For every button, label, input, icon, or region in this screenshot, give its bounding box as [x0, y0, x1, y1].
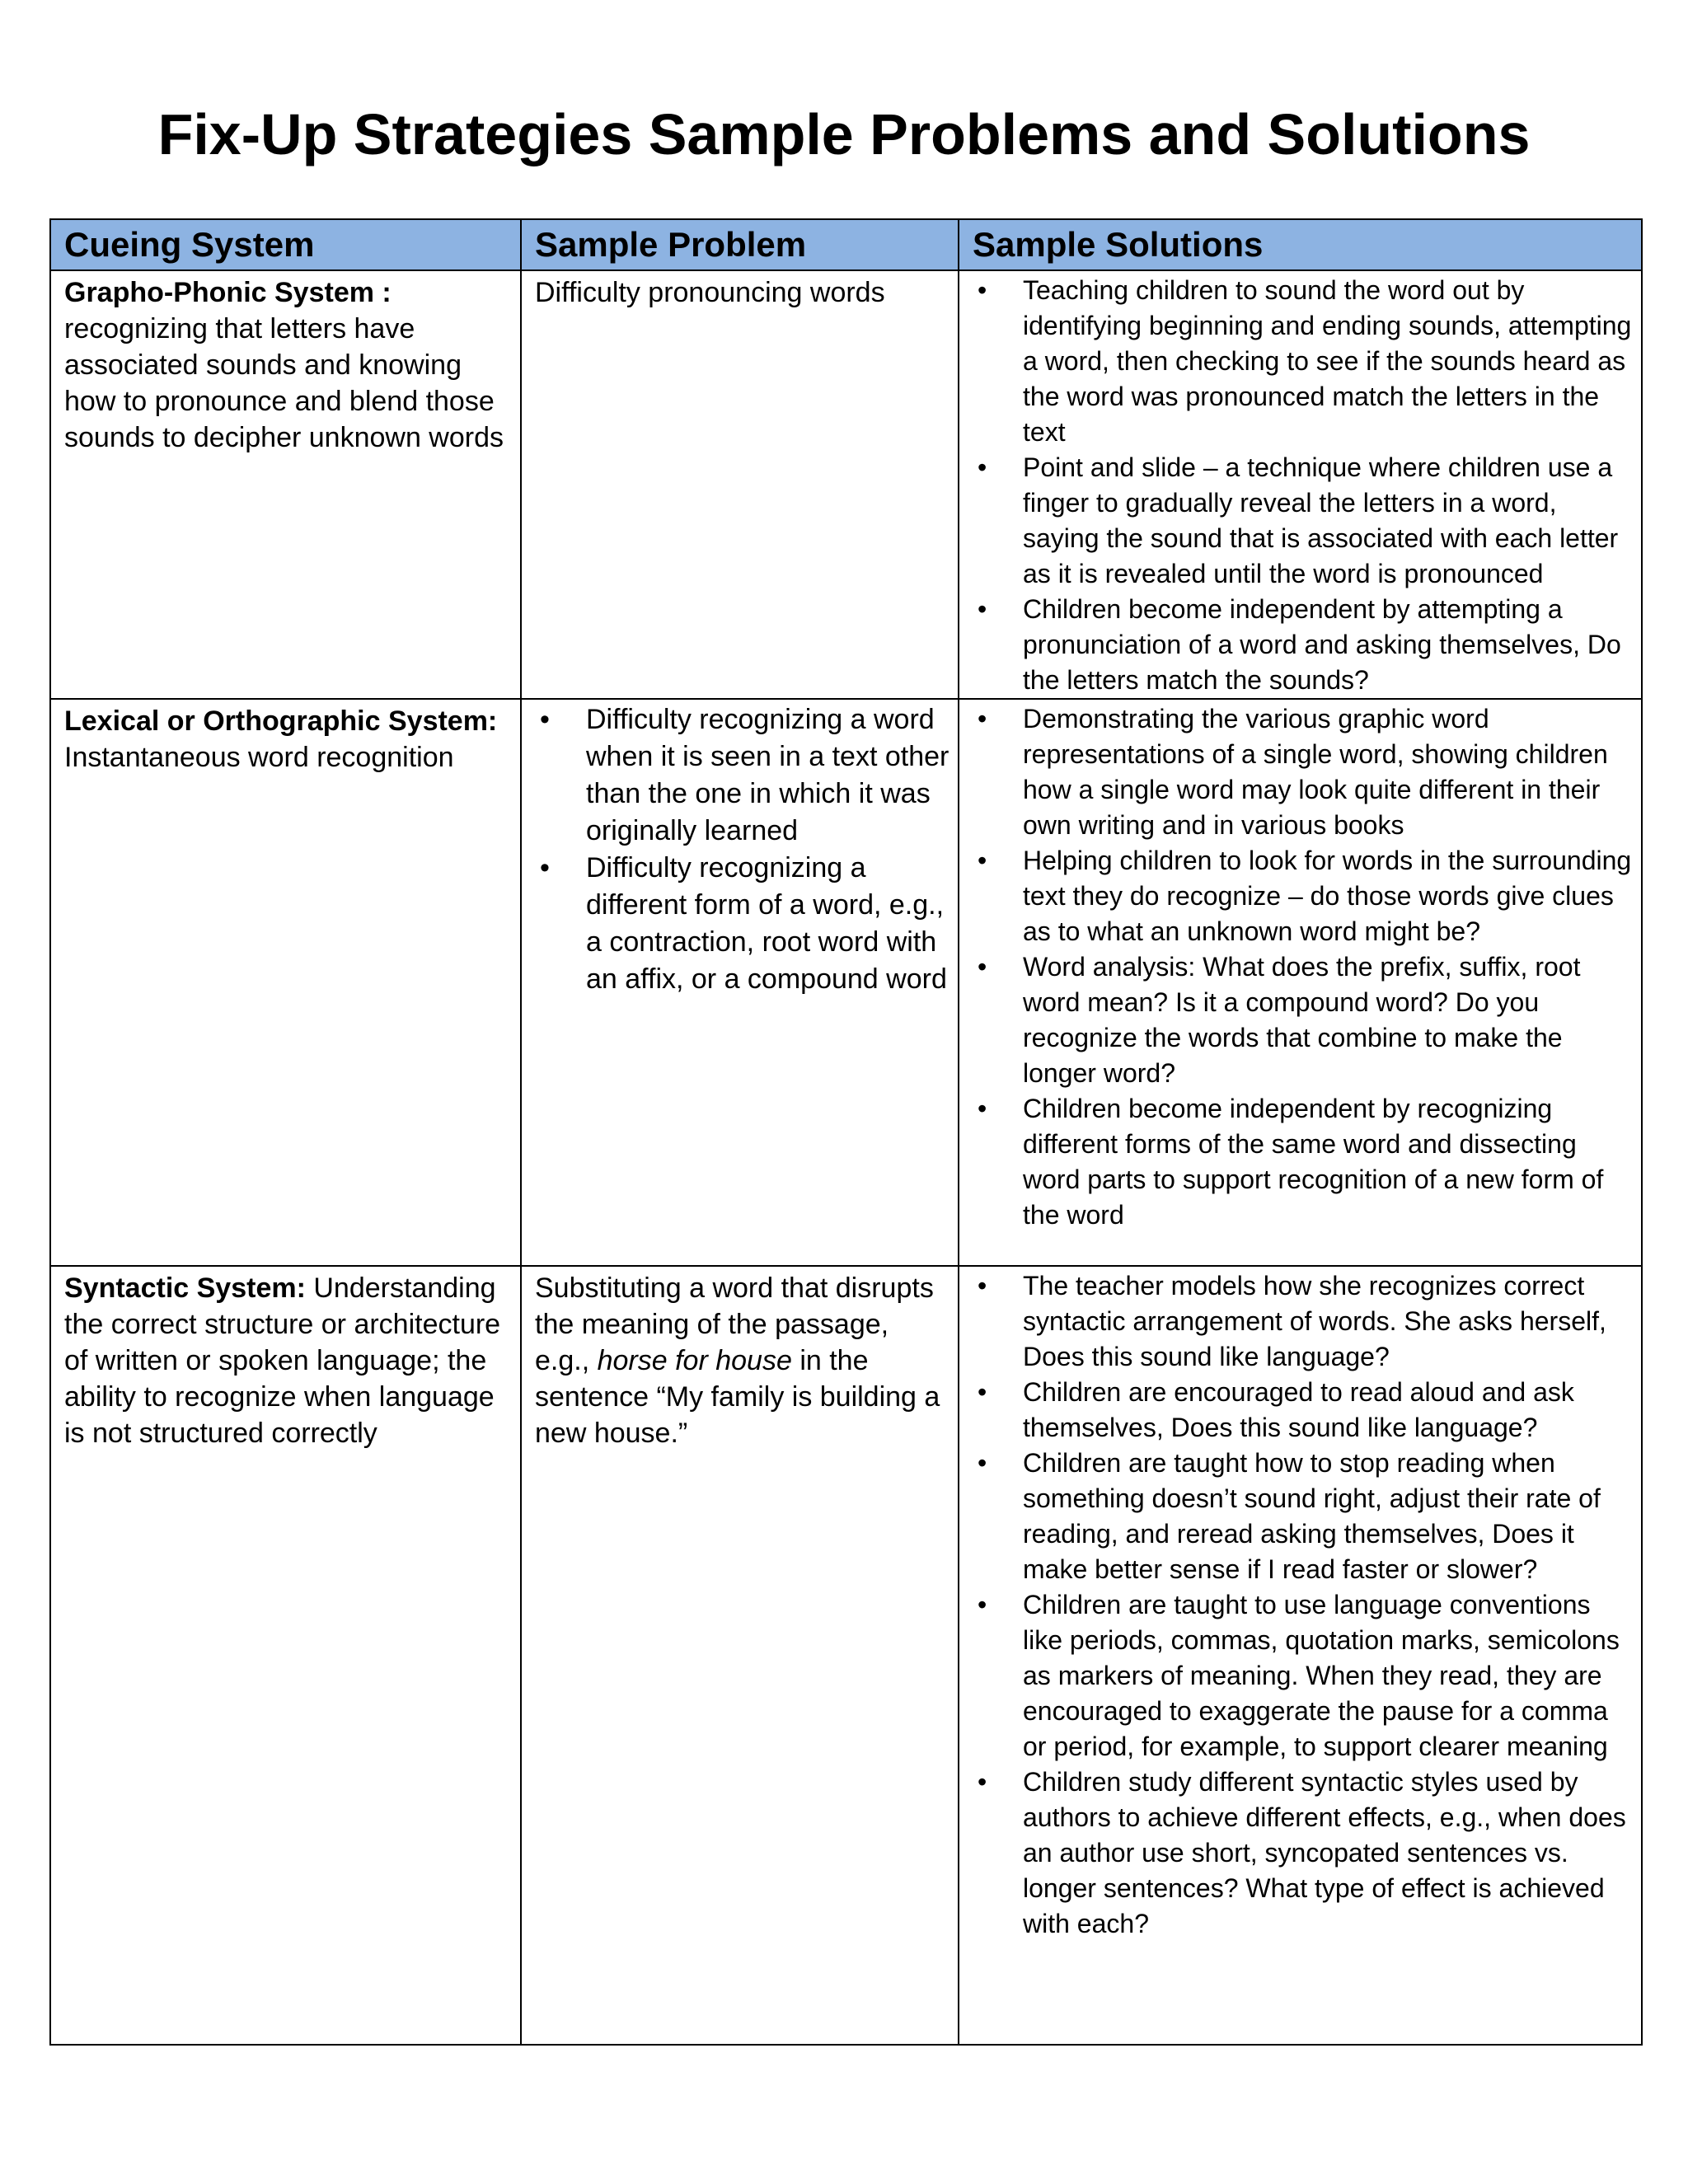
sample-solutions-cell	[959, 270, 1642, 699]
sample-solutions-cell	[959, 1266, 1642, 2045]
example-substitution: horse for house	[597, 1345, 792, 1376]
list-item: • Demonstrating the various graphic word representations of a single word, showing children how a single word may look quite different in their own writing and in various books	[959, 701, 1634, 843]
problem-text: Difficulty pronouncing words	[535, 277, 885, 308]
list-item: • The teacher models how she recognizes correct syntactic arrangement of words. She asks herself, Does this sound like language?	[959, 1268, 1634, 1375]
list-item: • Children are taught to use language conventions like periods, commas, quotation marks, semicolons as markers of meaning. When they read, they are encouraged to exaggerate the pause for a comma or period, for example, to support clearer meaning	[959, 1587, 1634, 1765]
system-description: Understanding the correct structure or architecture of written or spoken language; the ability to recognize when language is not structured correctly	[64, 1272, 501, 1449]
list-item: • Children become independent by attempting a pronunciation of a word and asking themselves, Do the letters match the sounds?	[959, 592, 1634, 698]
sample-problem-cell	[521, 270, 959, 699]
header-sample-solutions: Sample Solutions	[959, 219, 1642, 270]
bullet-icon: •	[978, 1094, 987, 1123]
list-item: • Difficulty recognizing a word when it is seen in a text other than the one in which it was originally learned	[522, 701, 951, 850]
bullet-icon: •	[978, 275, 987, 305]
table-row	[50, 270, 1642, 699]
list-item: • Children are taught how to stop reading when something doesn’t sound right, adjust their rate of reading, and reread asking themselves, Does it make better sense if I read faster or slower?	[959, 1446, 1634, 1587]
table-header-row	[50, 219, 1642, 270]
bullet-icon: •	[540, 704, 550, 735]
table-row	[50, 1266, 1642, 2045]
bullet-icon: •	[978, 1767, 987, 1797]
list-item: • Children are encouraged to read aloud and ask themselves, Does this sound like language?	[959, 1375, 1634, 1446]
page-title: Fix-Up Strategies Sample Problems and Solutions	[157, 102, 1531, 166]
bullet-icon: •	[540, 852, 550, 883]
bullet-icon: •	[978, 1448, 987, 1478]
sample-problem-cell	[521, 699, 959, 1266]
list-item: • Helping children to look for words in the surrounding text they do recognize – do those words give clues as to what an unknown word might be?	[959, 843, 1634, 949]
cueing-system-cell	[50, 699, 521, 1266]
bullet-icon: •	[978, 594, 987, 624]
bullet-icon: •	[978, 452, 987, 482]
system-name: Grapho-Phonic System :	[64, 277, 392, 308]
bullet-icon: •	[978, 704, 987, 733]
strategies-table	[49, 218, 1643, 2046]
list-item: • Point and slide – a technique where children use a finger to gradually reveal the letters in a word, saying the sound that is associated with each letter as it is revealed until the word is pronounced	[959, 450, 1634, 592]
system-name: Lexical or Orthographic System:	[64, 705, 498, 737]
problem-text: Substituting a word that disrupts the meaning of the passage, e.g., horse for house in the sentence “My family is building a new house.”	[535, 1272, 940, 1449]
system-description: Instantaneous word recognition	[64, 742, 454, 773]
header-cueing-system: Cueing System	[50, 219, 521, 270]
bullet-icon: •	[978, 1377, 987, 1407]
system-name: Syntactic System:	[64, 1272, 306, 1304]
bullet-icon: •	[978, 952, 987, 982]
list-item: • Teaching children to sound the word out by identifying beginning and ending sounds, attempting a word, then checking to see if the sounds heard as the word was pronounced match the letters in the text	[959, 273, 1634, 450]
table-row	[50, 699, 1642, 1266]
bullet-icon: •	[978, 1271, 987, 1301]
list-item: • Difficulty recognizing a different form of a word, e.g., a contraction, root word with an affix, or a compound word	[522, 850, 951, 998]
list-item: • Children study different syntactic styles used by authors to achieve different effects, e.g., when does an author use short, syncopated sentences vs. longer sentences? What type of effect is achieved with each?	[959, 1765, 1634, 1942]
list-item: • Children become independent by recognizing different forms of the same word and dissecting word parts to support recognition of a new form of the word	[959, 1091, 1634, 1233]
sample-problem-cell	[521, 1266, 959, 2045]
cueing-system-cell	[50, 1266, 521, 2045]
sample-solutions-cell	[959, 699, 1642, 1266]
bullet-icon: •	[978, 846, 987, 875]
cueing-system-cell	[50, 270, 521, 699]
header-sample-problem: Sample Problem	[521, 219, 959, 270]
bullet-icon: •	[978, 1590, 987, 1619]
list-item: • Word analysis: What does the prefix, suffix, root word mean? Is it a compound word? Do you recognize the words that combine to make the longer word?	[959, 949, 1634, 1091]
system-description: recognizing that letters have associated sounds and knowing how to pronounce and blend those sounds to decipher unknown words	[64, 313, 504, 453]
